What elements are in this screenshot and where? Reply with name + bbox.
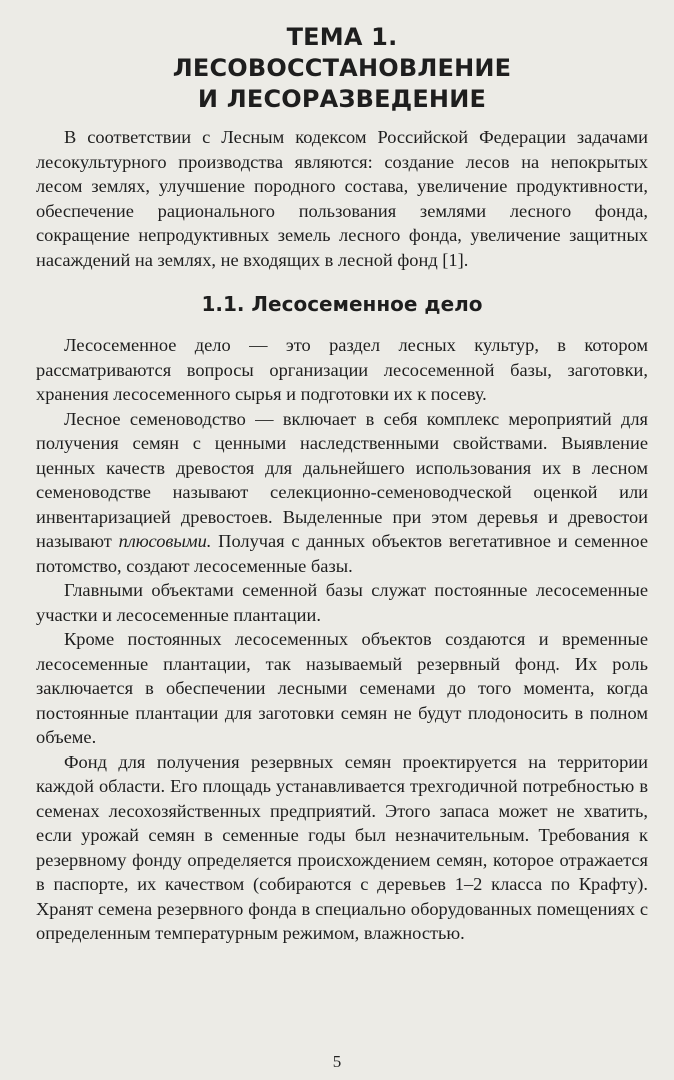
paragraph-temporary-plantations: Кроме постоянных лесосеменных объектов создаются и временные лесосеменные плантации, так называемый резервный фонд. Их роль заключается в обеспечении лесными семенами до того момента, когда постоянные плантации для заготовки семян не будут плодоносить в полном объеме. [36,629,648,747]
topic-heading-line: ЛЕСОВОССТАНОВЛЕНИЕ [172,54,512,82]
intro-paragraph: В соответствии с Лесным кодексом Российской Федерации задачами лесокультурного производства являются: создание лесов на непокрытых лесом землях, улучшение породного состава, увеличение продуктивности, обеспечение рационального пользования землями лесного фонда, сокращение непродуктивных земель лесного фонда, увеличение защитных насаждений на землях, не входящих в лесной фонд [1]. [36,127,648,270]
paragraph-text: Лесное семеноводство — включает в себя комплекс мероприятий для получения семян с ценными наследственными свойствами. Выявление ценных качеств древостоя для дальнейшего использования их в лесном семеноводстве называют селекционно-семеноводческой оценкой или инвентаризацией древостоев. Выделенные при этом деревья и древостои называют [36,408,648,551]
paragraph-seed-breeding [36,407,648,579]
italic-term: плюсовыми. [118,531,212,551]
paragraph-text: Получая с данных объектов вегетативное и семенное потомство, создают лесосеменные базы. [36,531,648,576]
section-heading: 1.1. Лесосеменное дело [201,292,483,316]
paragraph-seed-base-objects: Главными объектами семенной базы служат постоянные лесосеменные участки и лесосеменные плантации. [36,580,648,625]
paragraph-seed-business: Лесосеменное дело — это раздел лесных культур, в котором рассматриваются вопросы организации лесосеменной базы, заготовки, хранения лесосеменного сырья и подготовки их к посеву. [36,335,648,404]
paragraph-reserve-fund: Фонд для получения резервных семян проектируется на территории каждой области. Его площадь устанавливается трехгодичной потребностью в семенах лесохозяйственных предприятий. Этого запаса может не хватить, если урожай семян в семенные годы был незначительным. Требования к резервному фонду определяется происхождением семян, которое отражается в паспорте, их качеством (собираются с деревьев 1–2 класса по Крафту). Хранят семена резервного фонда в специально оборудованных помещениях с определенным температурным режимом, влажностью. [36,751,648,943]
page-number: 5 [332,1052,342,1071]
topic-heading [36,22,648,115]
topic-heading-line: ТЕМА 1. [286,23,398,51]
topic-heading-line: И ЛЕСОРАЗВЕДЕНИЕ [197,85,487,113]
